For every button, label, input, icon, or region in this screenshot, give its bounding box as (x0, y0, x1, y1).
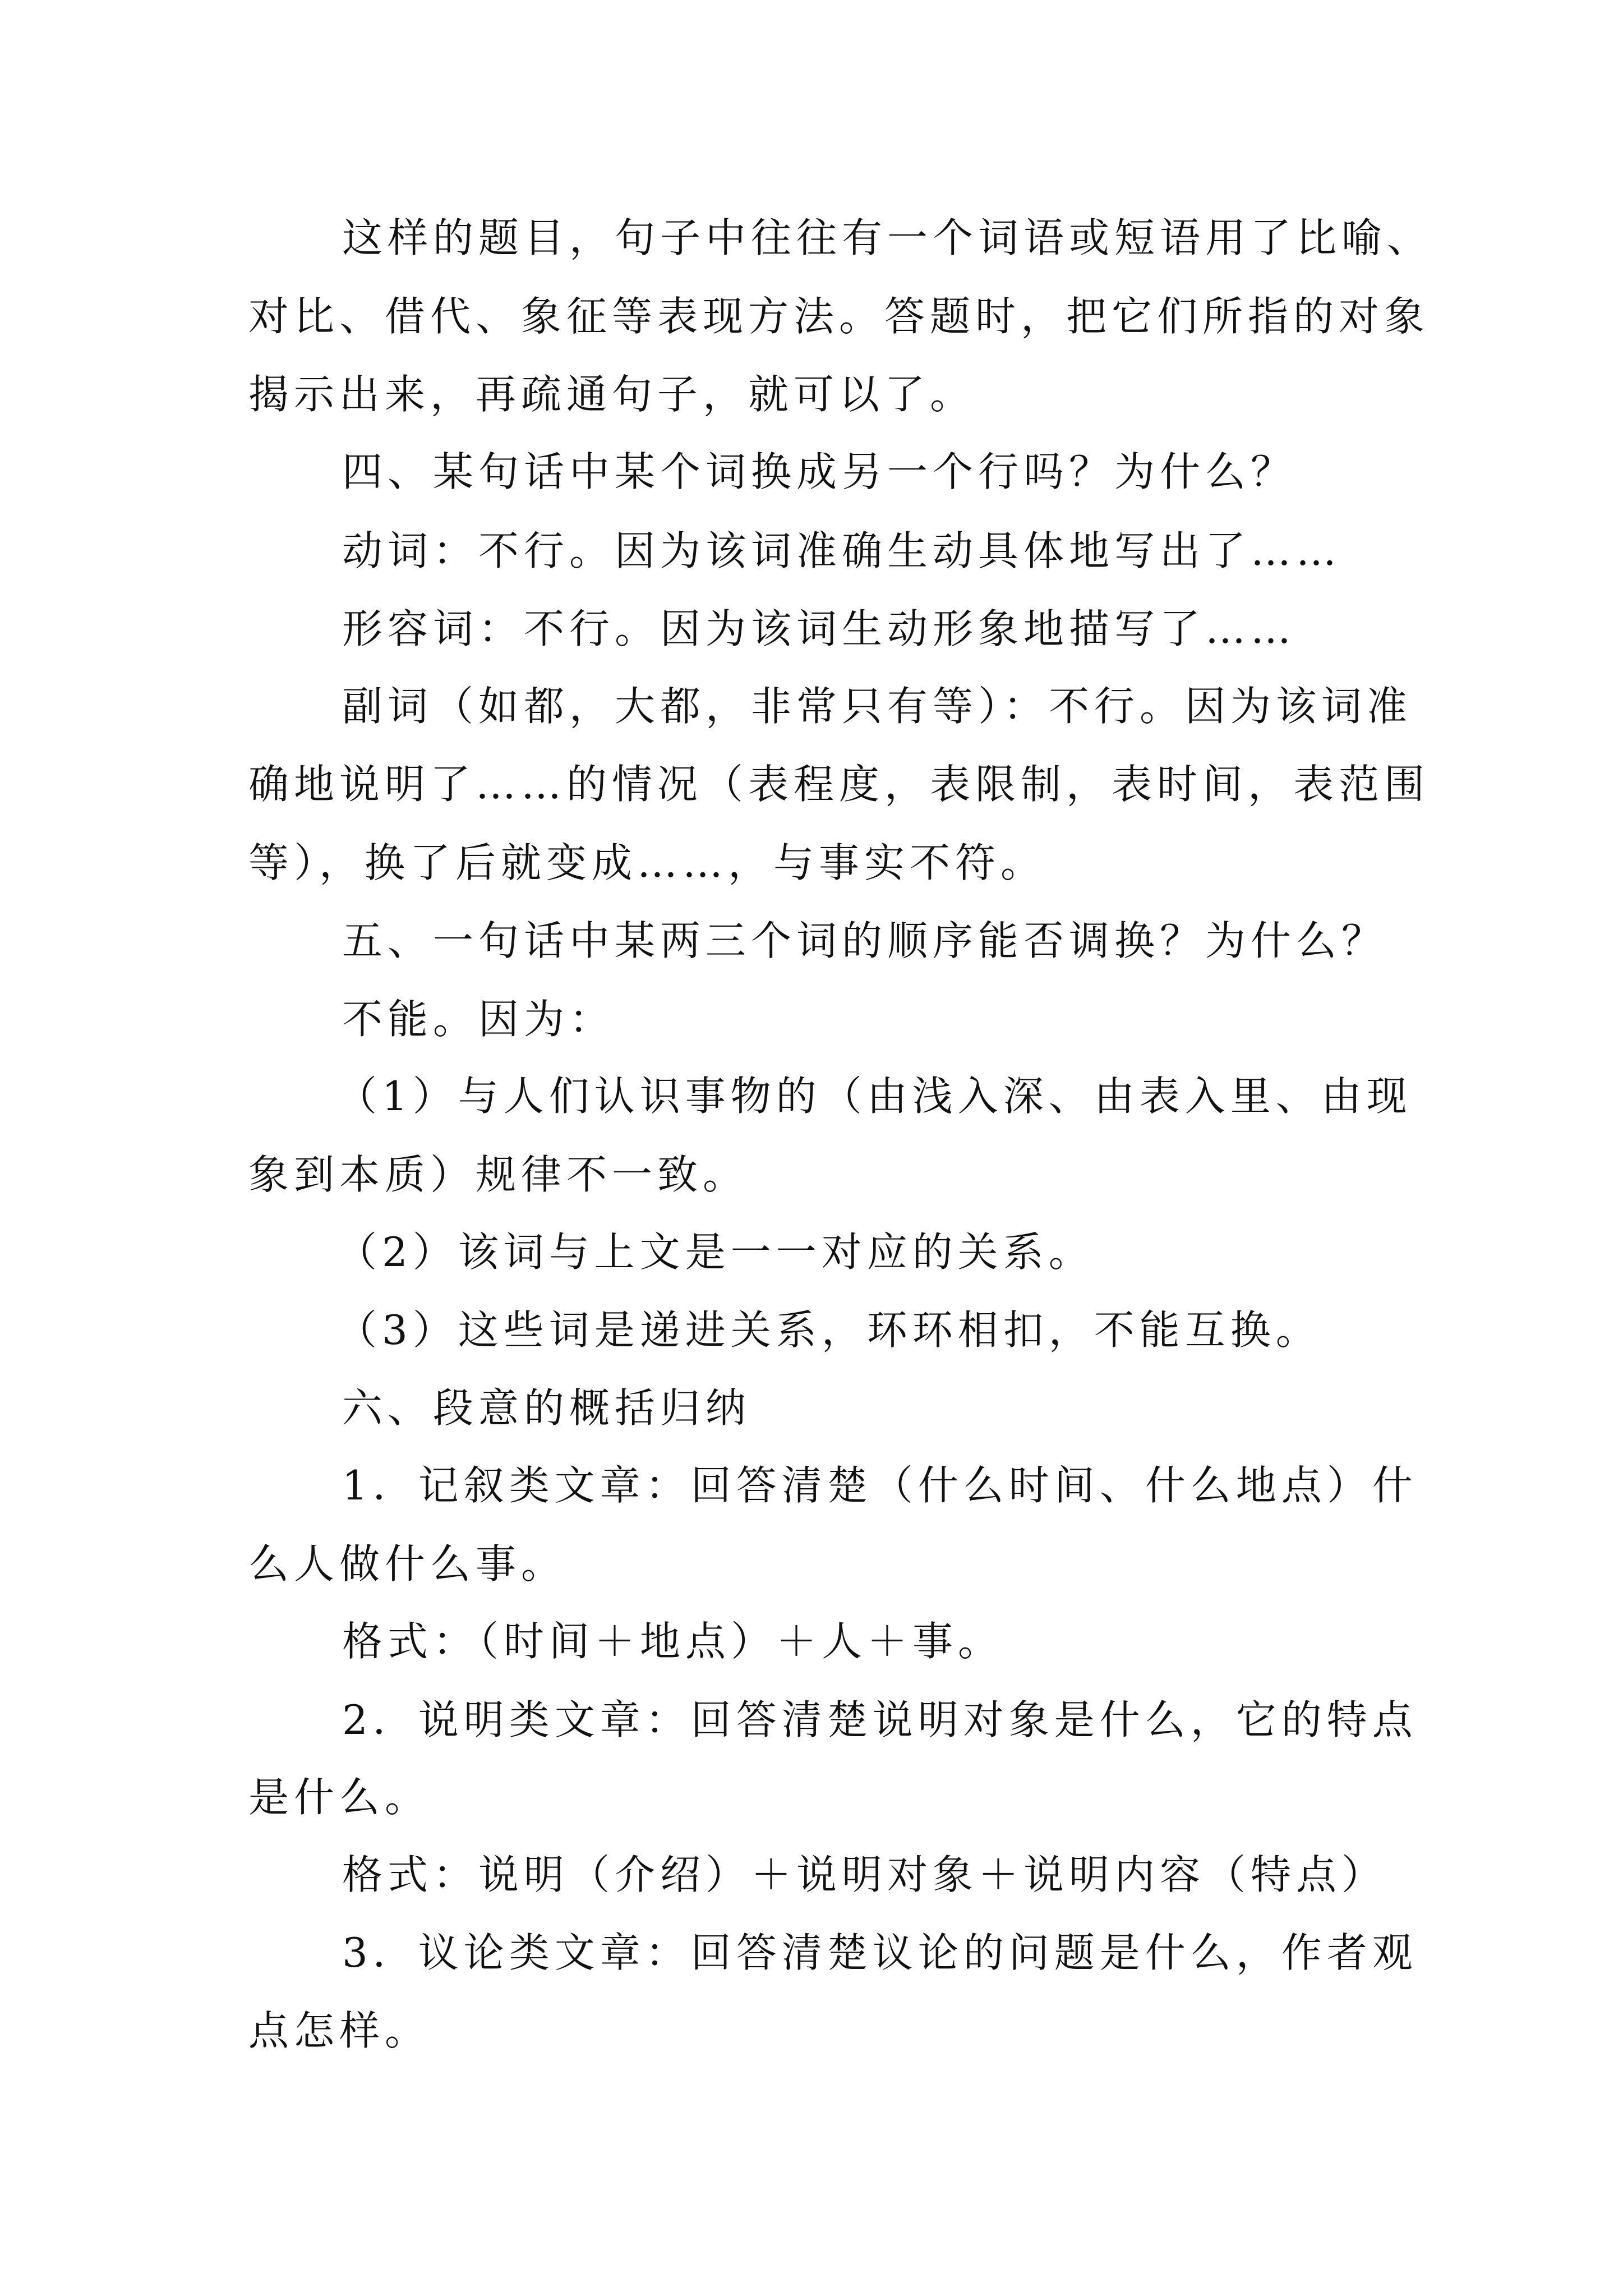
text-line: 点怎样。 (248, 2007, 431, 2054)
text-line: 格式：（时间＋地点）＋人＋事。 (342, 1618, 1004, 1665)
text-line: 对比、借代、象征等表现方法。答题时，把它们所指的对象 (248, 293, 1430, 340)
text-line: 副词（如都，大都，非常只有等）：不行。因为该词准 (342, 683, 1413, 730)
section-heading: 四、某句话中某个词换成另一个行吗？为什么？ (342, 448, 1297, 495)
text-line: 确地说明了……的情况（表程度，表限制，表时间，表范围 (248, 761, 1430, 808)
section-heading: 六、段意的概括归纳 (342, 1384, 751, 1432)
text-line: 不能。因为： (342, 996, 615, 1043)
section-heading: 五、一句话中某两三个词的顺序能否调换？为什么？ (342, 917, 1387, 964)
text-line: 动词：不行。因为该词准确生动具体地写出了…… (342, 527, 1342, 574)
text-line: 么人做什么事。 (248, 1540, 567, 1588)
list-item: 1．记叙类文章：回答清楚（什么时间、什么地点）什 (342, 1462, 1418, 1509)
list-item: （1）与人们认识事物的（由浅入深、由表入里、由现 (336, 1073, 1412, 1120)
text-line: 这样的题目，句子中往往有一个词语或短语用了比喻、 (342, 214, 1433, 261)
list-item: （2）该词与上文是一一对应的关系。 (336, 1228, 1094, 1276)
text-line: 揭示出来，再疏通句子，就可以了。 (248, 371, 976, 418)
text-line: 等），换了后就变成……，与事实不符。 (248, 839, 1046, 886)
text-line: 形容词：不行。因为该词生动形象地描写了…… (342, 605, 1297, 652)
list-item: 2．说明类文章：回答清楚说明对象是什么，它的特点 (342, 1696, 1418, 1743)
text-line: 象到本质）规律不一致。 (248, 1151, 749, 1198)
text-line: 是什么。 (248, 1774, 431, 1821)
list-item: 3．议论类文章：回答清楚议论的问题是什么，作者观 (342, 1929, 1418, 1976)
list-item: （3）这些词是递进关系，环环相扣，不能互换。 (336, 1306, 1321, 1354)
text-line: 格式：说明（介绍）＋说明对象＋说明内容（特点） (342, 1851, 1387, 1898)
